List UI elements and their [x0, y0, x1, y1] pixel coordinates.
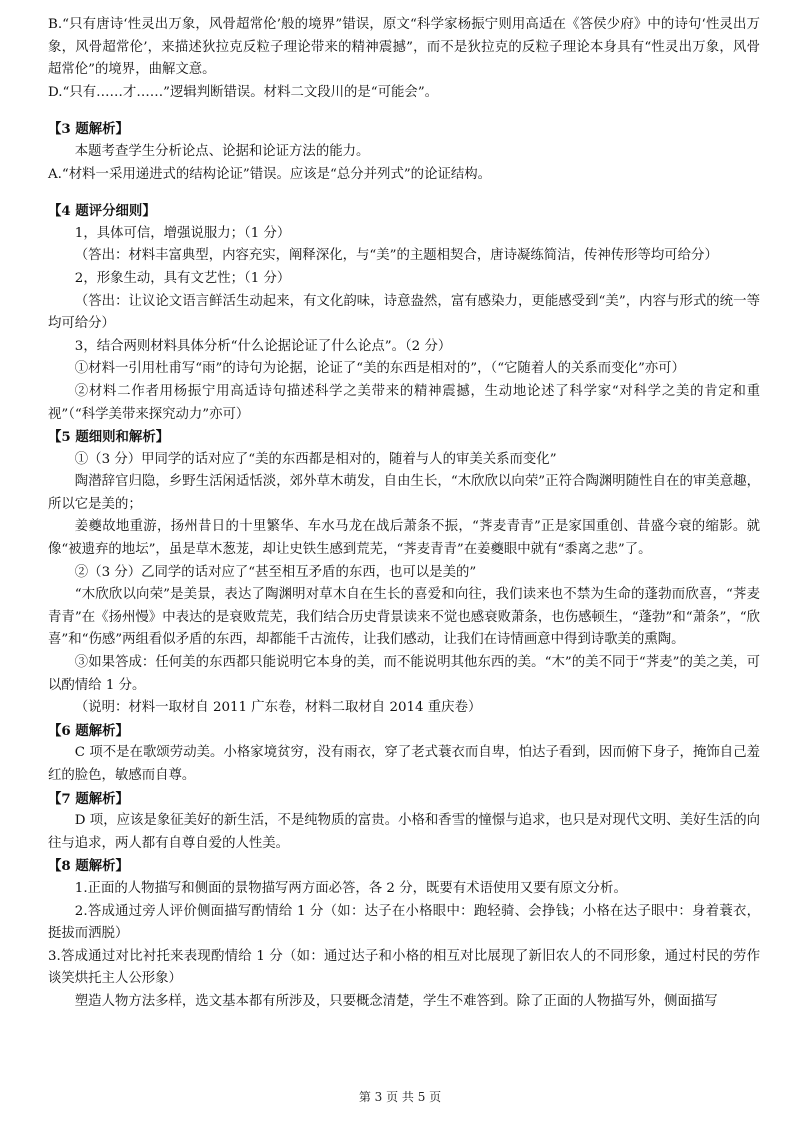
paragraph: B.“只有唐诗‘性灵出万象，风骨超常伦’般的境界”错误，原文“科学家杨振宁则用高适在《答侯少府》中的诗句‘性灵出万象，风骨超常伦’，来描述狄拉克反粒子理论带来的精神震撼”，而不是狄拉克的反粒子理论本身具有“性灵出万象，风骨超常伦”的境界，曲解文意。 [48, 17, 760, 78]
paragraph: 1.正面的人物描写和侧面的景物描写两方面必答，各 2 分，既要有术语使用又要有原文分析。 [74, 880, 627, 896]
paragraph: 2.答成通过旁人评价侧面描写酌情给 1 分（如：达子在小格眼中：跑轻骑、会挣钱；小格在达子眼中：身着蓑衣，挺拔而洒脱） [48, 903, 760, 942]
section-heading-3: 【3 题解析】 [48, 121, 129, 138]
page-content [48, 14, 760, 1014]
paragraph: ①材料一引用杜甫写“雨”的诗句为论据，论证了“美的东西是相对的”，（“它随着人的关系而变化”亦可） [74, 361, 685, 377]
paragraph: （答出：材料丰富典型，内容充实，阐释深化，与“美”的主题相契合，唐诗凝练简洁，传神传形等均可给分） [74, 248, 718, 264]
section-heading-5: 【5 题细则和解析】 [48, 429, 170, 446]
section-heading-7: 【7 题解析】 [48, 790, 129, 807]
paragraph: ③如果答成：任何美的东西都只能说明它本身的美，而不能说明其他东西的美。“木”的美不同于“荠麦”的美之美，可以酌情给 1 分。 [48, 655, 760, 693]
section-heading-8: 【8 题解析】 [48, 858, 129, 875]
paragraph: （说明：材料一取材自 2011 广东卷，材料二取材自 2014 重庆卷） [74, 700, 482, 716]
paragraph: （答出：让议论文语言鲜活生动起来，有文化韵味，诗意盎然，富有感染力，更能感受到“美”，内容与形式的统一等均可给分） [48, 293, 760, 332]
paragraph: D.“只有……才……”逻辑判断错误。材料二文段川的是“可能会”。 [48, 84, 439, 100]
page-footer: 第 3 页 共 5 页 [358, 1090, 442, 1104]
paragraph: 塑造人物方法多样，选文基本都有所涉及，只要概念清楚，学生不难答到。除了正面的人物描写外，侧面描写 [74, 993, 718, 1009]
paragraph: D 项，应该是象征美好的新生活，不是纯物质的富贵。小格和香雪的憧憬与追求，也只是对现代文明、美好生活的向往与追求，两人都有自尊自爱的人性美。 [48, 813, 760, 851]
paragraph: ②材料二作者用杨振宁用高适诗句描述科学之美带来的精神震撼，生动地论述了科学家“对科学之美的肯定和重视”（“科学美带来探究动力”亦可） [48, 383, 760, 422]
paragraph: 姜夔故地重游，扬州昔日的十里繁华、车水马龙在战后萧条不振，“荠麦青青”正是家国重创、昔盛今衰的缩影。就像“被遗弃的地坛”，虽是草木葱茏，却让史铁生感到荒芜，“荠麦青青”在姜夔眼中就有“黍离之悲”了。 [48, 519, 760, 558]
paragraph: 3.答成通过对比衬托来表现酌情给 1 分（如：通过达子和小格的相互对比展现了新旧农人的不同形象，通过村民的劳作谈笑烘托主人公形象） [48, 948, 760, 987]
paragraph: 2，形象生动，具有文艺性；（1 分） [74, 270, 291, 286]
paragraph: 陶潜辞官归隐，乡野生活闲适恬淡，郊外草木萌发，自由生长，“木欣欣以向荣”正符合陶渊明随性自在的审美意趣，所以它是美的； [48, 474, 760, 512]
paragraph: 3，结合两则材料具体分析“什么论据论证了什么论点”。（2 分） [74, 338, 452, 354]
paragraph: C 项不是在歌颂劳动美。小格家境贫穷，没有雨衣，穿了老式蓑衣而自卑，怕达子看到，因而俯下身子，掩饰自己羞红的脸色，敏感而自尊。 [48, 745, 760, 783]
paragraph: 本题考查学生分析论点、论据和论证方法的能力。 [74, 143, 370, 159]
paragraph: A.“材料一采用递进式的结构论证”错误。应该是“总分并列式”的论证结构。 [48, 166, 492, 182]
paragraph: ①（3 分）甲同学的话对应了“美的东西都是相对的，随着与人的审美关系而变化” [74, 451, 557, 467]
paragraph: “木欣欣以向荣”是美景，表达了陶渊明对草木自在生长的喜爱和向往，我们读来也不禁为生命的蓬勃而欣喜，“荠麦青青”在《扬州慢》中表达的是衰败荒芜，我们结合历史背景读来不觉也感衰败萧条，也伤感顿生，“蓬勃”和“萧条”，“欣喜”和“伤感”两组看似矛盾的东西，却都能千古流传，让我们感动，让我们在诗情画意中得到诗歌美的熏陶。 [48, 587, 760, 648]
paragraph: ②（3 分）乙同学的话对应了“甚至相互矛盾的东西，也可以是美的” [74, 564, 477, 580]
section-heading-4: 【4 题评分细则】 [48, 203, 156, 220]
section-heading-6: 【6 题解析】 [48, 722, 129, 739]
paragraph: 1，具体可信，增强说服力；（1 分） [74, 225, 291, 241]
